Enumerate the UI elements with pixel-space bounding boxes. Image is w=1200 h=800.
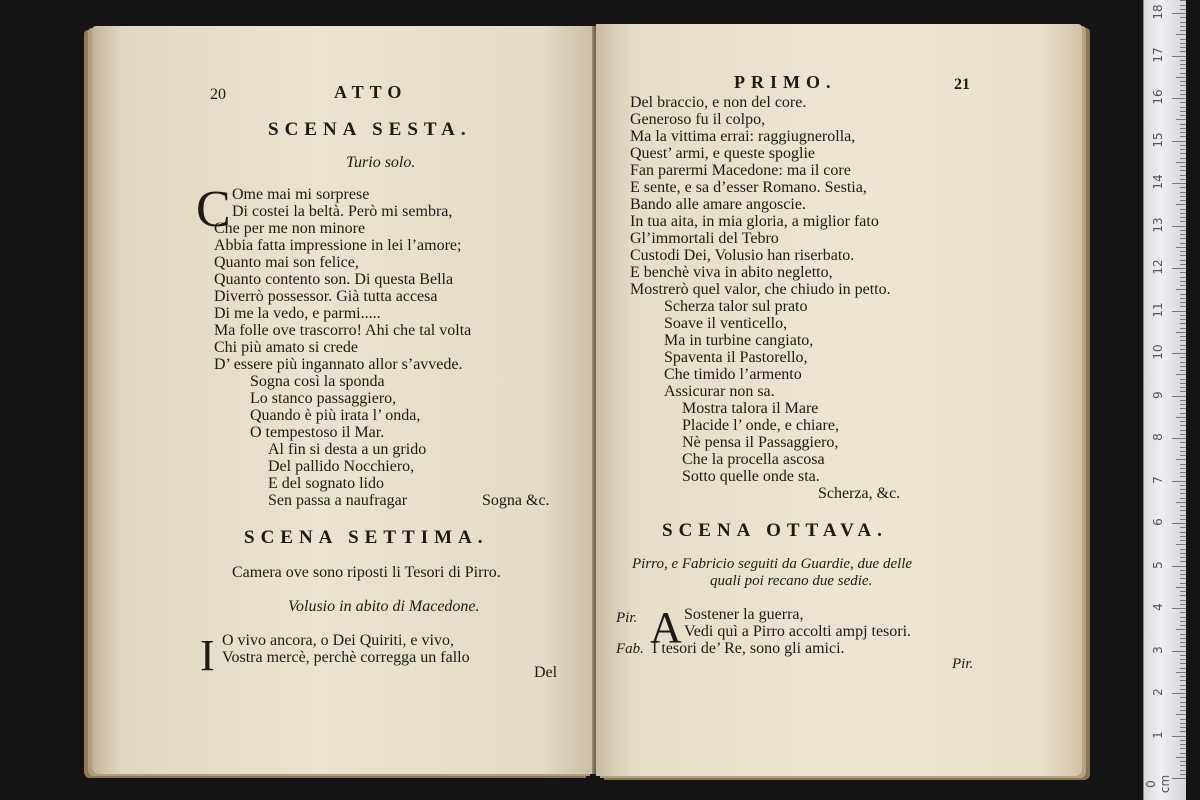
ruler-tick xyxy=(1180,39,1186,40)
ruler-tick xyxy=(1180,447,1186,448)
ruler-tick xyxy=(1180,26,1186,27)
ruler-tick xyxy=(1176,34,1186,35)
ruler-tick xyxy=(1172,396,1186,397)
ruler-tick xyxy=(1180,132,1186,133)
ruler-tick xyxy=(1172,693,1186,694)
ruler-tick xyxy=(1180,468,1186,469)
ruler-tick xyxy=(1180,136,1186,137)
verse-line: Lo stanco passaggiero, xyxy=(250,390,397,407)
ruler-tick xyxy=(1180,404,1186,405)
ruler-tick xyxy=(1180,179,1186,180)
ruler-label: 12 xyxy=(1151,259,1165,275)
ruler-tick xyxy=(1180,697,1186,698)
ruler-tick xyxy=(1180,387,1186,388)
ruler-tick xyxy=(1176,119,1186,120)
ruler-tick xyxy=(1180,659,1186,660)
ruler-tick xyxy=(1180,595,1186,596)
character-name: Turio solo. xyxy=(346,154,416,171)
ruler-label: 2 xyxy=(1151,688,1165,696)
ruler-tick xyxy=(1180,515,1186,516)
verse-line: Che per me non minore xyxy=(214,220,366,237)
ruler-tick xyxy=(1180,761,1186,762)
ruler-tick xyxy=(1180,366,1186,367)
ruler-tick xyxy=(1176,289,1186,290)
page-number: 21 xyxy=(954,76,970,93)
verse-line: Sotto quelle onde sta. xyxy=(682,468,820,485)
ruler-tick xyxy=(1180,591,1186,592)
ruler-tick xyxy=(1180,506,1186,507)
ruler-label: 8 xyxy=(1151,433,1165,441)
ruler-tick xyxy=(1180,553,1186,554)
ruler-tick xyxy=(1180,251,1186,252)
ruler-tick xyxy=(1180,536,1186,537)
ruler-tick xyxy=(1180,727,1186,728)
ruler-tick xyxy=(1180,706,1186,707)
ruler-tick xyxy=(1180,323,1186,324)
ruler-tick xyxy=(1172,481,1186,482)
verse-line: Sogna così la sponda xyxy=(250,373,385,390)
stage-direction: Pirro, e Fabricio seguiti da Guardie, due delle xyxy=(632,556,913,572)
verse-line: E benchè viva in abito negletto, xyxy=(630,264,833,281)
ruler-tick xyxy=(1180,578,1186,579)
verse-line: Del pallido Nocchiero, xyxy=(268,458,415,475)
verse-line: Placide l’ onde, e chiare, xyxy=(682,417,839,434)
ruler-tick xyxy=(1172,226,1186,227)
ruler-tick xyxy=(1180,617,1186,618)
ruler-label: 1 xyxy=(1151,730,1165,739)
verse-line: Vostra mercè, perchè corregga un fallo xyxy=(222,649,470,666)
ruler-tick xyxy=(1180,285,1186,286)
ruler-tick xyxy=(1180,85,1186,86)
ruler-tick xyxy=(1180,680,1186,681)
ruler-tick xyxy=(1172,98,1186,99)
ruler-tick xyxy=(1180,277,1186,278)
verse-line: Quando è più irata l’ onda, xyxy=(250,407,421,424)
ruler-tick xyxy=(1180,9,1186,10)
ruler-tick xyxy=(1176,332,1186,333)
ruler-tick xyxy=(1180,196,1186,197)
ruler-tick xyxy=(1176,374,1186,375)
ruler-tick xyxy=(1180,370,1186,371)
ruler-tick xyxy=(1172,608,1186,609)
ruler-tick xyxy=(1180,357,1186,358)
verse-line: Mostra talora il Mare xyxy=(682,400,819,417)
ruler-tick xyxy=(1180,430,1186,431)
ruler-tick xyxy=(1176,417,1186,418)
ruler-label: 6 xyxy=(1151,518,1165,526)
verse-line: I tesori de’ Re, sono gli amici. xyxy=(652,640,845,657)
ruler-tick xyxy=(1180,655,1186,656)
ruler-tick xyxy=(1180,464,1186,465)
ruler-tick xyxy=(1176,629,1186,630)
scene-title: SCENA SESTA. xyxy=(268,119,472,140)
ruler-tick xyxy=(1180,561,1186,562)
ruler-tick xyxy=(1180,22,1186,23)
ruler-tick xyxy=(1180,94,1186,95)
ruler-tick xyxy=(1176,587,1186,588)
ruler-tick xyxy=(1172,268,1186,269)
ruler-label: 18 xyxy=(1151,4,1165,20)
ruler-tick xyxy=(1172,183,1186,184)
catchword: Del xyxy=(534,664,558,681)
verse-line: In tua aita, in mia gloria, a miglior fato xyxy=(630,213,879,230)
speaker-label: Fab. xyxy=(616,641,644,657)
stage-direction: quali poi recano due sedie. xyxy=(710,573,873,589)
ruler-tick xyxy=(1180,158,1186,159)
ruler-tick xyxy=(1172,778,1186,779)
verse-line: Quest’ armi, e queste spoglie xyxy=(630,145,815,162)
ruler-label: 15 xyxy=(1151,131,1165,148)
ruler-tick xyxy=(1180,60,1186,61)
ruler-label: 7 xyxy=(1151,475,1165,484)
verse-line: E sente, e sa d’esser Romano. Sestia, xyxy=(630,179,867,196)
ruler-tick xyxy=(1180,111,1186,112)
ruler-tick xyxy=(1180,455,1186,456)
ruler-tick xyxy=(1180,102,1186,103)
ruler-label: 0 cm xyxy=(1144,774,1172,794)
ruler-tick xyxy=(1180,192,1186,193)
verse-line: Abbia fatta impressione in lei l’amore; xyxy=(214,237,462,254)
ruler-tick xyxy=(1180,81,1186,82)
ruler-tick xyxy=(1180,170,1186,171)
ruler-tick xyxy=(1172,736,1186,737)
ruler-tick xyxy=(1180,362,1186,363)
verse-line: Ome mai mi sorprese xyxy=(232,186,370,203)
scene-title: SCENA SETTIMA. xyxy=(244,527,489,548)
page-number: 20 xyxy=(210,86,226,103)
drop-cap: C xyxy=(196,181,231,238)
ruler-tick xyxy=(1180,472,1186,473)
right-page xyxy=(596,24,1082,776)
ruler-tick xyxy=(1180,638,1186,639)
ruler-tick xyxy=(1180,43,1186,44)
ruler-tick xyxy=(1176,459,1186,460)
verse-line: Bando alle amare angoscie. xyxy=(630,196,806,213)
scene-title: SCENA OTTAVA. xyxy=(662,520,888,541)
verse-line: Che la procella ascosa xyxy=(682,451,825,468)
verse-line: Vedi quì a Pirro accolti ampj tesori. xyxy=(684,623,912,640)
verse-line: Sen passa a naufragar xyxy=(268,492,408,509)
verse-line: O tempestoso il Mar. xyxy=(250,424,385,441)
verse-line: Scherza talor sul prato xyxy=(664,298,808,315)
ruler-tick xyxy=(1180,748,1186,749)
ruler-tick xyxy=(1180,73,1186,74)
ruler-tick xyxy=(1180,549,1186,550)
ruler-tick xyxy=(1180,281,1186,282)
ruler-tick xyxy=(1180,740,1186,741)
ruler-tick xyxy=(1180,47,1186,48)
ruler-tick xyxy=(1180,213,1186,214)
verse-line: Assicurar non sa. xyxy=(664,383,775,400)
ruler-tick xyxy=(1172,141,1186,142)
ruler-tick xyxy=(1180,349,1186,350)
ruler-tick xyxy=(1180,421,1186,422)
verse-line: Quanto mai son felice, xyxy=(214,254,359,271)
ruler-tick xyxy=(1172,56,1186,57)
ruler-tick xyxy=(1180,255,1186,256)
ruler-tick xyxy=(1180,744,1186,745)
verse-line: Di costei la beltà. Però mi sembra, xyxy=(232,203,453,220)
ruler-tick xyxy=(1176,502,1186,503)
verse-line: O vivo ancora, o Dei Quiriti, e vivo, xyxy=(222,632,454,649)
ruler-tick xyxy=(1180,340,1186,341)
repeat-cue: Scherza, &c. xyxy=(818,485,901,502)
ruler-label: 4 xyxy=(1151,603,1165,611)
ruler-tick xyxy=(1180,668,1186,669)
ruler-tick xyxy=(1180,17,1186,18)
ruler-tick xyxy=(1180,442,1186,443)
ruler-tick xyxy=(1180,64,1186,65)
ruler-tick xyxy=(1180,646,1186,647)
ruler-tick xyxy=(1172,651,1186,652)
ruler-tick xyxy=(1180,200,1186,201)
ruler-tick xyxy=(1180,379,1186,380)
verse-line: Gl’immortali del Tebro xyxy=(630,230,779,247)
ruler-tick xyxy=(1172,566,1186,567)
ruler-tick xyxy=(1180,243,1186,244)
ruler-tick xyxy=(1180,302,1186,303)
ruler-tick xyxy=(1180,510,1186,511)
ruler-tick xyxy=(1180,557,1186,558)
ruler-tick xyxy=(1180,400,1186,401)
ruler-tick xyxy=(1180,68,1186,69)
ruler-tick xyxy=(1180,723,1186,724)
ruler-tick xyxy=(1180,315,1186,316)
ruler-tick xyxy=(1180,413,1186,414)
ruler-label: 3 xyxy=(1151,645,1165,654)
ruler-tick xyxy=(1172,438,1186,439)
ruler-tick xyxy=(1176,544,1186,545)
ruler-tick xyxy=(1176,757,1186,758)
ruler-tick xyxy=(1180,149,1186,150)
drop-cap: A xyxy=(650,603,682,652)
verse-line: Mostrerò quel valor, che chiudo in petto. xyxy=(630,281,891,298)
ruler-tick xyxy=(1176,204,1186,205)
ruler-tick xyxy=(1176,77,1186,78)
ruler-tick xyxy=(1180,145,1186,146)
ruler-tick xyxy=(1180,107,1186,108)
ruler-tick xyxy=(1180,391,1186,392)
ruler-tick xyxy=(1180,272,1186,273)
ruler-tick xyxy=(1180,175,1186,176)
verse-line: E del sognato lido xyxy=(268,475,384,492)
ruler-tick xyxy=(1180,209,1186,210)
ruler-tick xyxy=(1180,0,1186,1)
ruler-tick xyxy=(1180,234,1186,235)
verse-line: Di me la vedo, e parmi..... xyxy=(214,305,381,322)
verse-line: Fan parermi Macedone: ma il core xyxy=(630,162,851,179)
ruler-tick xyxy=(1180,166,1186,167)
ruler-tick xyxy=(1180,294,1186,295)
ruler-tick xyxy=(1180,90,1186,91)
verse-line: Quanto contento son. Di questa Bella xyxy=(214,271,454,288)
ruler-tick xyxy=(1180,519,1186,520)
ruler-tick xyxy=(1180,621,1186,622)
verse-line: Generoso fu il colpo, xyxy=(630,111,766,128)
verse-line: Soave il venticello, xyxy=(664,315,788,332)
ruler-tick xyxy=(1180,476,1186,477)
ruler-tick xyxy=(1180,527,1186,528)
ruler-tick xyxy=(1180,583,1186,584)
ruler-tick xyxy=(1180,600,1186,601)
ruler-tick xyxy=(1180,642,1186,643)
verse-line: Ma folle ove trascorro! Ahi che tal volta xyxy=(214,322,472,339)
ruler-tick xyxy=(1180,128,1186,129)
ruler-tick xyxy=(1180,328,1186,329)
ruler-tick xyxy=(1180,434,1186,435)
verse-line: Custodi Dei, Volusio han riserbato. xyxy=(630,247,855,264)
ruler-tick xyxy=(1180,774,1186,775)
ruler-tick xyxy=(1180,719,1186,720)
measuring-ruler xyxy=(1143,0,1186,800)
verse-line: Ma la vittima errai: raggiugnerolla, xyxy=(630,128,856,145)
running-head: ATTO xyxy=(334,82,408,102)
ruler-tick xyxy=(1180,345,1186,346)
ruler-tick xyxy=(1180,187,1186,188)
ruler-tick xyxy=(1180,319,1186,320)
ruler-tick xyxy=(1180,685,1186,686)
ruler-tick xyxy=(1180,451,1186,452)
ruler-tick xyxy=(1172,311,1186,312)
verse-line: Chi più amato si crede xyxy=(214,339,358,356)
ruler-tick xyxy=(1172,523,1186,524)
ruler-tick xyxy=(1180,498,1186,499)
ruler-tick xyxy=(1180,689,1186,690)
ruler-tick xyxy=(1180,753,1186,754)
ruler-tick xyxy=(1180,115,1186,116)
ruler-tick xyxy=(1180,306,1186,307)
verse-line: Diverrò possessor. Già tutta accesa xyxy=(214,288,438,305)
ruler-label: 11 xyxy=(1151,301,1165,318)
ruler-tick xyxy=(1180,298,1186,299)
ruler-tick xyxy=(1176,247,1186,248)
verse-line: Nè pensa il Passaggiero, xyxy=(682,434,839,451)
ruler-tick xyxy=(1180,30,1186,31)
ruler-label: 13 xyxy=(1151,216,1165,233)
ruler-label: 14 xyxy=(1151,174,1165,190)
ruler-tick xyxy=(1180,493,1186,494)
ruler-label: 10 xyxy=(1151,344,1165,360)
ruler-tick xyxy=(1180,540,1186,541)
ruler-tick xyxy=(1180,124,1186,125)
ruler-tick xyxy=(1180,489,1186,490)
ruler-tick xyxy=(1180,383,1186,384)
character-name: Volusio in abito di Macedone. xyxy=(288,598,480,615)
verse-line: Sostener la guerra, xyxy=(684,606,804,623)
ruler-tick xyxy=(1180,634,1186,635)
ruler-tick xyxy=(1180,710,1186,711)
ruler-tick xyxy=(1180,230,1186,231)
verse-line: Ma in turbine cangiato, xyxy=(664,332,814,349)
ruler-label: 5 xyxy=(1151,560,1165,569)
verse-line: Del braccio, e non del core. xyxy=(630,94,807,111)
ruler-tick xyxy=(1180,260,1186,261)
ruler-tick xyxy=(1180,51,1186,52)
ruler-tick xyxy=(1180,264,1186,265)
ruler-tick xyxy=(1180,153,1186,154)
ruler-tick xyxy=(1172,13,1186,14)
ruler-tick xyxy=(1176,714,1186,715)
ruler-tick xyxy=(1180,765,1186,766)
ruler-tick xyxy=(1180,5,1186,6)
ruler-tick xyxy=(1180,221,1186,222)
ruler-tick xyxy=(1176,672,1186,673)
ruler-tick xyxy=(1176,162,1186,163)
drop-cap: I xyxy=(200,631,215,680)
running-head: PRIMO. xyxy=(734,72,837,92)
ruler-label: 16 xyxy=(1151,89,1165,105)
ruler-label: 17 xyxy=(1151,46,1165,63)
ruler-tick xyxy=(1180,425,1186,426)
repeat-cue: Sogna &c. xyxy=(482,492,550,509)
verse-line: D’ essere più ingannato allor s’avvede. xyxy=(214,356,463,373)
ruler-tick xyxy=(1180,336,1186,337)
ruler-label: 9 xyxy=(1151,390,1165,399)
ruler-tick xyxy=(1180,625,1186,626)
ruler-tick xyxy=(1180,217,1186,218)
ruler-tick xyxy=(1180,485,1186,486)
ruler-tick xyxy=(1180,574,1186,575)
verse-line: Al fin si desta a un grido xyxy=(268,441,427,458)
ruler-tick xyxy=(1180,702,1186,703)
speaker-label: Pir. xyxy=(616,610,638,626)
ruler-tick xyxy=(1180,238,1186,239)
ruler-tick xyxy=(1180,663,1186,664)
ruler-tick xyxy=(1180,770,1186,771)
scene-setting: Camera ove sono riposti li Tesori di Pirro. xyxy=(232,564,501,581)
ruler-tick xyxy=(1180,612,1186,613)
verse-line: Spaventa il Pastorello, xyxy=(664,349,808,366)
ruler-tick xyxy=(1180,676,1186,677)
ruler-tick xyxy=(1180,570,1186,571)
ruler-tick xyxy=(1172,353,1186,354)
ruler-tick xyxy=(1180,408,1186,409)
ruler-tick xyxy=(1180,604,1186,605)
verse-line: Che timido l’armento xyxy=(664,366,802,383)
ruler-tick xyxy=(1180,731,1186,732)
ruler-tick xyxy=(1180,532,1186,533)
catchword: Pir. xyxy=(952,656,974,672)
left-page xyxy=(92,26,594,774)
